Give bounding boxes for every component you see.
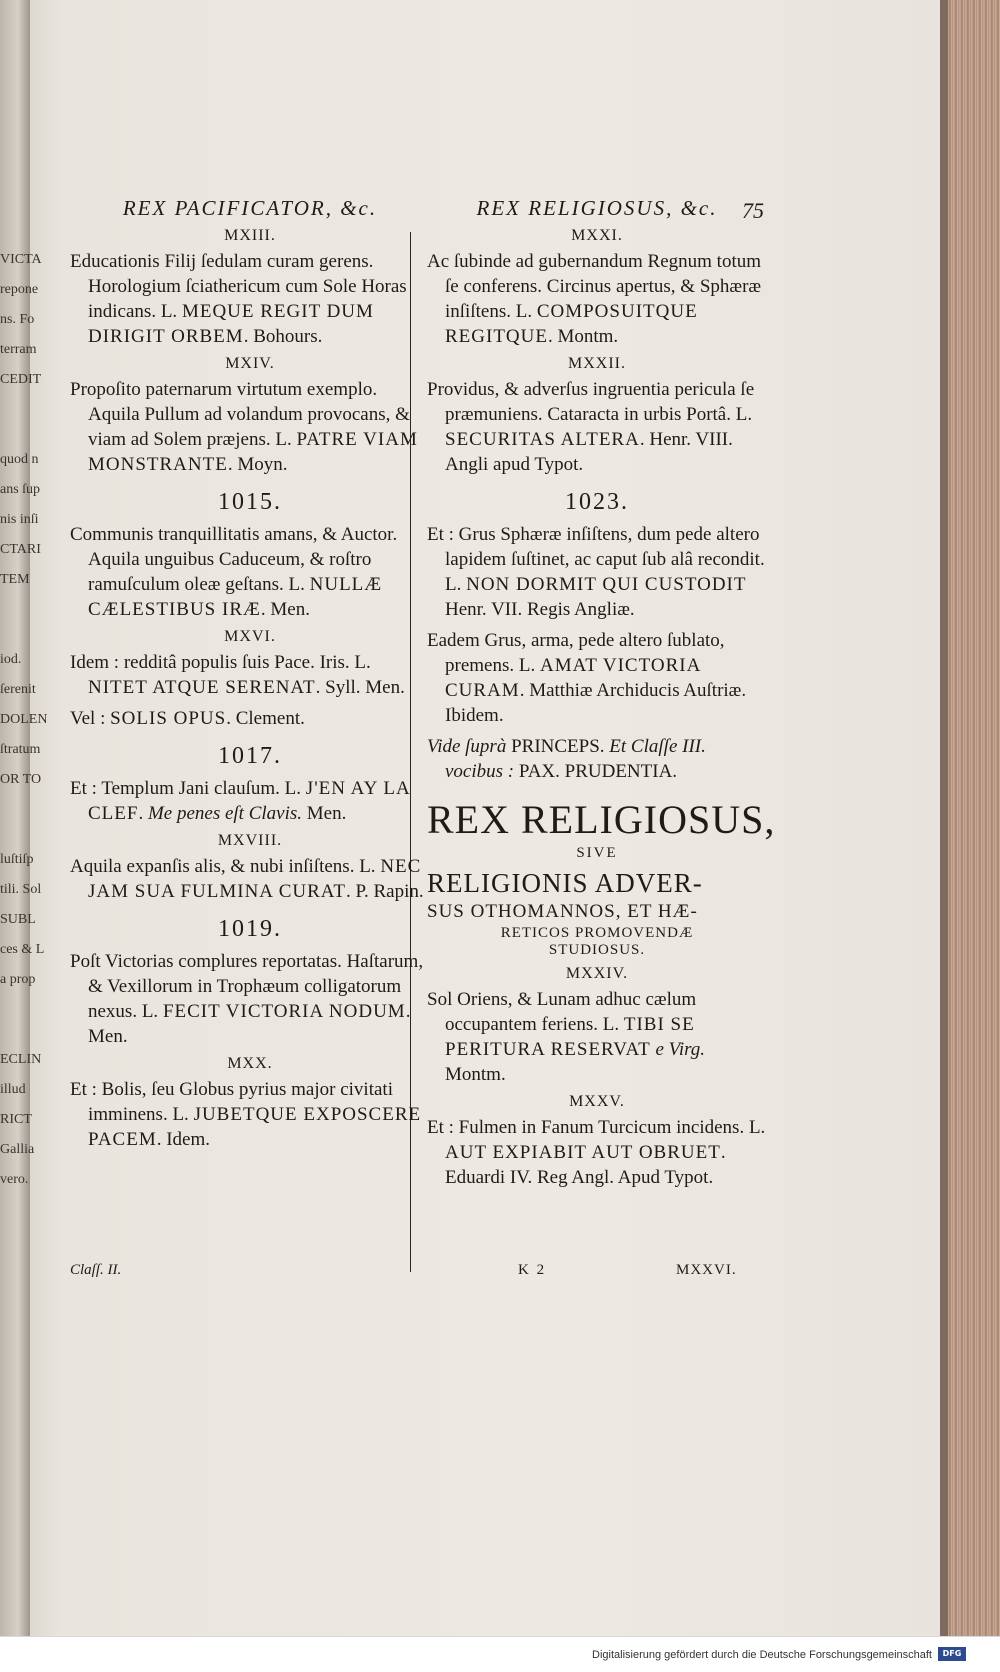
facing-page-fragment: illud <box>0 1082 26 1097</box>
emblem-entry: Vel : SOLIS OPUS. Clement. <box>70 708 305 729</box>
catchword: MXXVI. <box>676 1262 737 1278</box>
emblem-entry: Et : Fulmen in Fanum Turcicum incidens. L. AUT EXPIABIT AUT OBRUET. Eduardi IV. Reg Angl. Apud Typot. <box>427 1117 766 1188</box>
emblem-entry: Et : Templum Jani clauſum. L. J'EN AY LA CLEF. Me penes eſt Clavis. Men. <box>70 778 410 824</box>
section-subtitle-line: RELIGIONIS ADVER- <box>427 868 703 898</box>
entry-number: MXIII. <box>224 227 276 244</box>
facing-page-fragment: vero. <box>0 1172 29 1187</box>
section-subtitle-line: SUS OTHOMANNOS, ET HÆ- <box>427 901 698 922</box>
right-running-head: REX RELIGIOSUS, &c. <box>476 196 718 220</box>
facing-page-fragment: nis inſi <box>0 512 39 527</box>
entry-number: MXIV. <box>225 355 275 372</box>
left-running-head: REX PACIFICATOR, &c. <box>122 196 378 220</box>
left-column <box>70 196 430 1158</box>
facing-page-fragment: CEDIT <box>0 372 42 387</box>
facing-page-fragment: OR TO <box>0 772 42 787</box>
facing-page-fragment: Gallia <box>0 1142 35 1157</box>
entry-number: 1023. <box>565 489 629 515</box>
emblem-entry: Poſt Victorias complures reportatas. Haſtarum, & Vexillorum in Trophæum colligatorum nexus. L. FECIT VICTORIA NODUM. Men. <box>70 951 424 1047</box>
facing-page-edge <box>0 0 48 1636</box>
right-column <box>427 196 776 1196</box>
facing-page-fragment: ns. Fo <box>0 312 35 327</box>
emblem-entry: Idem : redditâ populis ſuis Pace. Iris. L. NITET ATQUE SERENAT. Syll. Men. <box>70 652 405 698</box>
entry-number: MXXV. <box>569 1093 625 1110</box>
entry-number: MXX. <box>227 1055 273 1072</box>
funding-notice: Digitalisierung gefördert durch die Deutsche Forschungsgemeinschaft <box>592 1649 932 1661</box>
facing-page-fragment: VICTA <box>0 252 42 267</box>
entry-number: MXXII. <box>568 355 626 372</box>
emblem-entry: Ac ſubinde ad gubernandum Regnum totum ſe conferens. Circinus apertus, & Sphæræ inſiſtens. L. COMPOSUITQUE REGITQUE. Montm. <box>427 251 762 347</box>
page-number: 75 <box>742 198 764 223</box>
facing-page-fragment: tili. Sol <box>0 882 42 897</box>
emblem-entry: Et : Grus Sphæræ inſiſtens, dum pede altero lapidem ſuſtinet, ac caput ſub alâ recondit. L. NON DORMIT QUI CUSTODIT Henr. VII. Regis Angliæ. <box>427 524 765 620</box>
facing-page-fragment: CTARI <box>0 542 41 557</box>
section-subtitle-line: STUDIOSUS. <box>548 942 646 958</box>
entry-number: 1017. <box>218 743 282 769</box>
entry-number: MXXI. <box>571 227 623 244</box>
page-fore-edge <box>940 0 1000 1636</box>
entry-number: MXVI. <box>224 628 276 645</box>
facing-page-fragment: quod n <box>0 452 39 467</box>
emblem-entry: Et : Bolis, ſeu Globus pyrius major civitati imminens. L. JUBETQUE EXPOSCERE PACEM. Idem. <box>70 1079 422 1150</box>
emblem-entry: Eadem Grus, arma, pede altero ſublato, premens. L. AMAT VICTORIA CURAM. Matthiæ Archiducis Auſtriæ. Ibidem. <box>427 630 747 726</box>
cross-reference: Vide ſuprà PRINCEPS. Et Claſſe III. vocibus : PAX. PRUDENTIA. <box>427 736 706 782</box>
facing-page-fragment: ans ſup <box>0 482 41 497</box>
entry-number: 1019. <box>218 916 282 942</box>
facing-page-fragment: SUBL <box>0 912 36 927</box>
facing-page-fragment: a prop <box>0 972 36 987</box>
facing-page-fragment: repone <box>0 282 39 297</box>
section-title: REX RELIGIOSUS, <box>427 797 776 842</box>
emblem-entry: Aquila expanſis alis, & nubi inſiſtens. L. NEC JAM SUA FULMINA CURAT. P. Rapin. <box>70 856 424 902</box>
facing-page-fragments <box>0 0 48 1636</box>
section-subtitle-line: RETICOS PROMOVENDÆ <box>500 925 694 941</box>
section-sive: SIVE <box>576 845 618 861</box>
entry-number: MXVIII. <box>217 832 283 849</box>
facing-page-fragment: ſerenit <box>0 682 36 697</box>
emblem-entry: Sol Oriens, & Lunam adhuc cælum occupantem feriens. L. TIBI SE PERITURA RESERVAT e Virg. Montm. <box>427 989 706 1085</box>
emblem-entry: Communis tranquillitatis amans, & Auctor. Aquila unguibus Caduceum, & roſtro ramuſculum oleæ geſtans. L. NULLÆ CÆLESTIBUS IRÆ. Men. <box>70 524 398 620</box>
emblem-entry: Educationis Filij ſedulam curam gerens. Horologium ſciathericum cum Sole Horas indicans. L. MEQUE REGIT DUM DIRIGIT ORBEM. Bohours. <box>70 251 407 347</box>
footer-bar <box>0 1636 1000 1672</box>
facing-page-fragment: DOLEN <box>0 712 48 727</box>
facing-page-fragment: ECLIN <box>0 1052 42 1067</box>
signature-mark: K 2 <box>518 1262 547 1278</box>
facing-page-fragment: TEM <box>0 572 30 587</box>
entry-number: MXXIV. <box>565 965 629 982</box>
emblem-entry: Propoſito paternarum virtutum exemplo. Aquila Pullum ad volandum provocans, & viam ad Solem præjens. L. PATRE VIAM MONSTRANTE. Moyn. <box>70 379 418 475</box>
facing-page-fragment: RICT <box>0 1112 32 1127</box>
entry-number: 1015. <box>218 489 282 515</box>
class-mark: Claſſ. II. <box>70 1262 122 1278</box>
dfg-logo: DFG <box>938 1647 966 1661</box>
facing-page-fragment: luſtiſp <box>0 852 34 867</box>
facing-page-fragment: ſtratum <box>0 742 41 757</box>
emblem-entry: Providus, & adverſus ingruentia pericula ſe præmuniens. Cataracta in urbis Portâ. L. SECURITAS ALTERA. Henr. VIII. Angli apud Typot. <box>427 379 755 475</box>
facing-page-fragment: ces & L <box>0 942 45 957</box>
facing-page-fragment: iod. <box>0 652 22 667</box>
facing-page-fragment: terram <box>0 342 37 357</box>
